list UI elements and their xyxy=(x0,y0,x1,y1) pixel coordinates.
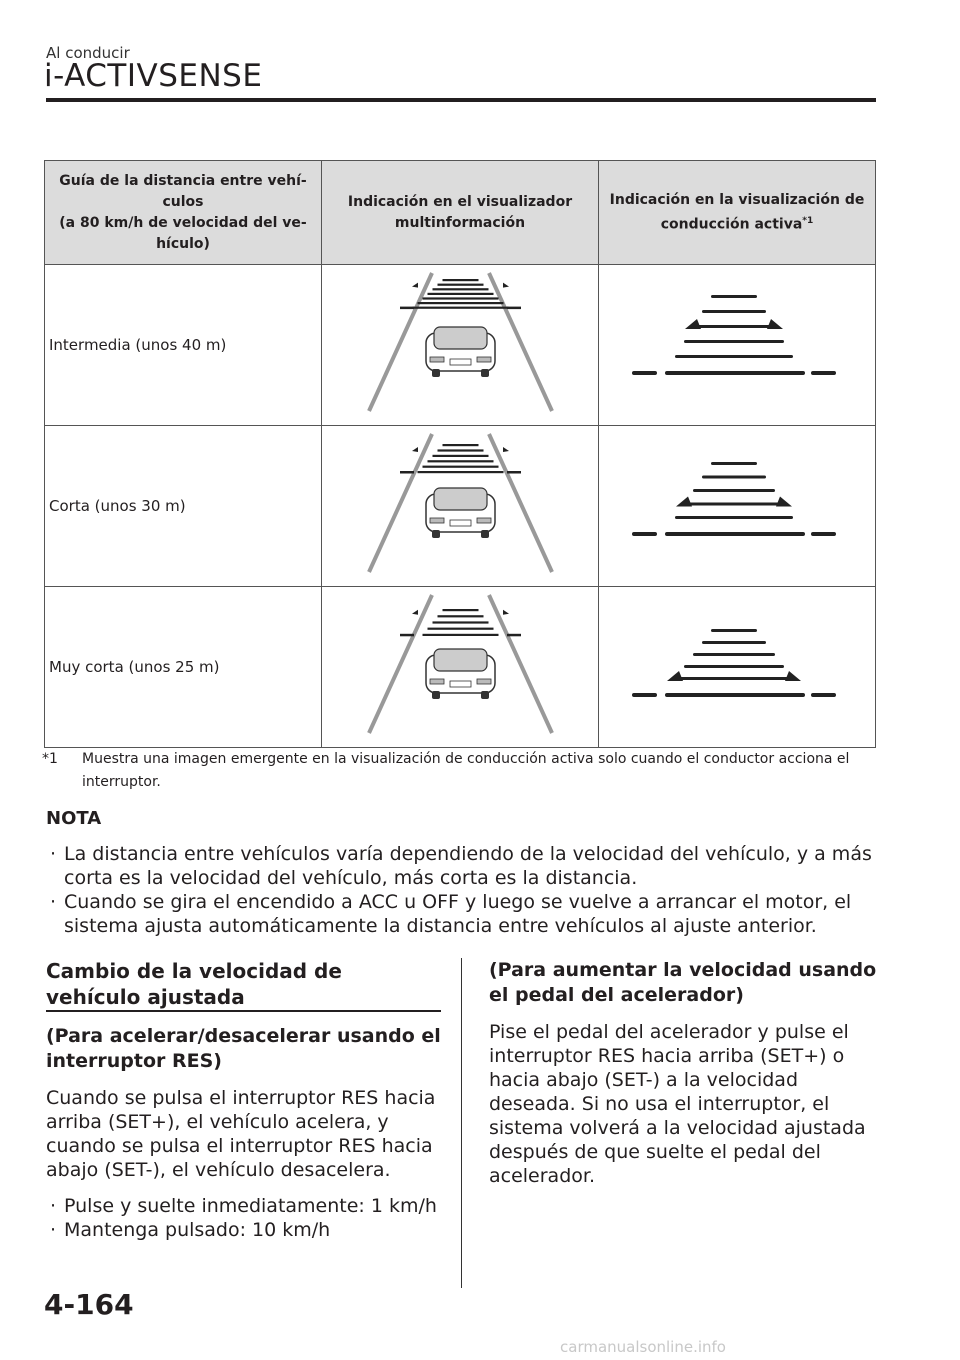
table-row xyxy=(45,265,876,426)
distance-bar xyxy=(693,325,775,328)
table-row xyxy=(45,426,876,587)
col-header-distance xyxy=(45,161,322,265)
header-line: conducción activa xyxy=(660,216,803,233)
distance-bar-end-right xyxy=(507,634,521,637)
lane-line-right xyxy=(489,595,552,733)
distance-bar xyxy=(693,653,775,656)
distance-bar xyxy=(711,295,757,298)
list-item: · La distancia entre vehículos varía dependiendo de la velocidad del vehículo, y a más corta es la velocidad del vehículo, más corta es la distancia. xyxy=(46,842,876,890)
multiinfo-car-graphic xyxy=(322,265,599,421)
footnote xyxy=(42,748,872,794)
distance-bar xyxy=(418,302,504,304)
distance-bar xyxy=(675,516,793,519)
distance-bar xyxy=(702,310,766,313)
increment-list xyxy=(46,1194,441,1242)
car-icon xyxy=(426,327,495,377)
distance-bar xyxy=(428,460,494,462)
active-display-bars-graphic xyxy=(599,587,876,743)
distance-bar xyxy=(443,609,479,611)
list-item: · Mantenga pulsado: 10 km/h xyxy=(46,1218,441,1242)
lane-line-right xyxy=(489,273,552,411)
header-rule xyxy=(46,98,876,102)
header-line: Guía de la distancia entre vehí- xyxy=(59,172,307,189)
distance-bar xyxy=(684,665,784,668)
page-number: 4-164 xyxy=(44,1288,134,1321)
active-display-cell xyxy=(599,426,876,587)
car-icon xyxy=(426,488,495,538)
distance-bar xyxy=(433,621,489,623)
header-line: culos xyxy=(162,193,204,210)
base-bar-left xyxy=(632,371,657,375)
row-label: Intermedia (unos 40 m) xyxy=(45,265,322,426)
base-bar-center xyxy=(665,532,805,536)
distance-bar xyxy=(702,476,766,479)
active-display-bars-graphic xyxy=(599,265,876,421)
base-bar-right xyxy=(811,532,836,536)
section-heading: Cambio de la velocidad de vehículo ajustada xyxy=(46,958,441,1012)
multiinfo-cell xyxy=(322,265,599,426)
body-text: Cuando se pulsa el interruptor RES hacia arriba (SET+), el vehículo acelera, y cuando se pulsa el interruptor RES hacia abajo (SET-), el vehículo desacelera. xyxy=(46,1087,436,1181)
arrow-left-icon xyxy=(676,497,692,507)
arrow-left-icon xyxy=(685,319,701,329)
watermark: carmanualsonline.info xyxy=(560,1338,726,1356)
lane-line-left xyxy=(369,273,432,411)
distance-bar xyxy=(428,293,494,295)
distance-bar xyxy=(438,615,484,617)
distance-bar xyxy=(423,297,499,299)
distance-bar xyxy=(428,628,494,630)
lane-line-left xyxy=(369,595,432,733)
arrow-left-icon xyxy=(412,447,418,452)
distance-bar xyxy=(433,455,489,457)
distance-bar xyxy=(702,641,766,644)
section-title: Al conducir xyxy=(46,44,130,62)
chapter-title: i-ACTIVSENSE xyxy=(44,58,263,94)
arrow-right-icon xyxy=(503,283,509,288)
header-line: Indicación en la visualización de xyxy=(609,191,865,208)
distance-bar xyxy=(438,284,484,286)
arrow-left-icon xyxy=(412,283,418,288)
distance-bar xyxy=(684,340,784,343)
multiinfo-cell xyxy=(322,426,599,587)
header-line: hículo) xyxy=(156,235,210,252)
active-display-cell xyxy=(599,587,876,748)
distance-bar xyxy=(438,449,484,451)
arrow-left-icon xyxy=(412,610,418,615)
arrow-left-icon xyxy=(667,671,683,681)
subheading: (Para acelerar/desacelerar usando el interruptor RES) xyxy=(46,1025,441,1072)
arrow-right-icon xyxy=(767,319,783,329)
body-text: Pise el pedal del acelerador y pulse el interruptor RES hacia arriba (SET+) o hacia abajo (SET-) a la velocidad deseada. Si no usa el interruptor, el sistema volverá a la velocidad ajustada después de que suelte el pedal del acelerador. xyxy=(489,1021,866,1187)
multiinfo-car-graphic xyxy=(322,587,599,743)
multiinfo-car-graphic xyxy=(322,426,599,582)
row-label: Muy corta (unos 25 m) xyxy=(45,587,322,748)
header-line: (a 80 km/h de velocidad del ve- xyxy=(59,214,307,231)
lane-line-left xyxy=(369,434,432,572)
nota-title: NOTA xyxy=(46,808,102,829)
distance-bar xyxy=(711,629,757,632)
header-line: Indicación en el visualizador xyxy=(347,193,573,210)
list-item: · Pulse y suelte inmediatamente: 1 km/h xyxy=(46,1194,441,1218)
arrow-right-icon xyxy=(503,447,509,452)
nota-list xyxy=(46,842,876,938)
col-header-active-display xyxy=(599,161,876,265)
distance-guide-table xyxy=(44,160,876,748)
base-bar-center xyxy=(665,371,805,375)
base-bar-left xyxy=(632,693,657,697)
row-label: Corta (unos 30 m) xyxy=(45,426,322,587)
distance-bar xyxy=(418,471,504,473)
base-bar-right xyxy=(811,371,836,375)
distance-bar xyxy=(675,677,793,680)
distance-bar-end-left xyxy=(400,634,414,637)
table-row xyxy=(45,587,876,748)
base-bar-left xyxy=(632,532,657,536)
distance-bar xyxy=(443,279,479,281)
distance-bar-end-left xyxy=(400,307,414,310)
footnote-ref: *1 xyxy=(802,215,814,226)
base-bar-right xyxy=(811,693,836,697)
distance-bar xyxy=(413,307,509,309)
distance-bar xyxy=(423,466,499,468)
distance-bar xyxy=(684,503,784,506)
left-column xyxy=(46,958,441,1242)
distance-bar xyxy=(443,444,479,446)
base-bar-center xyxy=(665,693,805,697)
footnote-text: Muestra una imagen emergente en la visualización de conducción activa solo cuando el conductor acciona el interruptor. xyxy=(82,751,850,790)
table-header-row xyxy=(45,161,876,265)
distance-bar-end-right xyxy=(507,471,521,474)
arrow-right-icon xyxy=(503,610,509,615)
header-line: multinformación xyxy=(394,214,526,231)
car-icon xyxy=(426,649,495,699)
lane-line-right xyxy=(489,434,552,572)
right-column xyxy=(489,958,879,1200)
distance-bar xyxy=(433,288,489,290)
column-divider xyxy=(461,958,462,1288)
arrow-right-icon xyxy=(776,497,792,507)
active-display-cell xyxy=(599,265,876,426)
footnote-mark: *1 xyxy=(42,751,58,767)
distance-bar-end-right xyxy=(507,307,521,310)
list-item: · Cuando se gira el encendido a ACC u OFF y luego se vuelve a arrancar el motor, el sistema ajusta automáticamente la distancia entre vehículos al ajuste anterior. xyxy=(46,890,876,938)
arrow-right-icon xyxy=(785,671,801,681)
distance-bar xyxy=(711,462,757,465)
multiinfo-cell xyxy=(322,587,599,748)
distance-bar xyxy=(693,489,775,492)
distance-bar xyxy=(675,355,793,358)
distance-bar xyxy=(423,634,499,636)
active-display-bars-graphic xyxy=(599,426,876,582)
subheading: (Para aumentar la velocidad usando el pedal del acelerador) xyxy=(489,959,877,1006)
col-header-multiinfo xyxy=(322,161,599,265)
distance-bar-end-left xyxy=(400,471,414,474)
